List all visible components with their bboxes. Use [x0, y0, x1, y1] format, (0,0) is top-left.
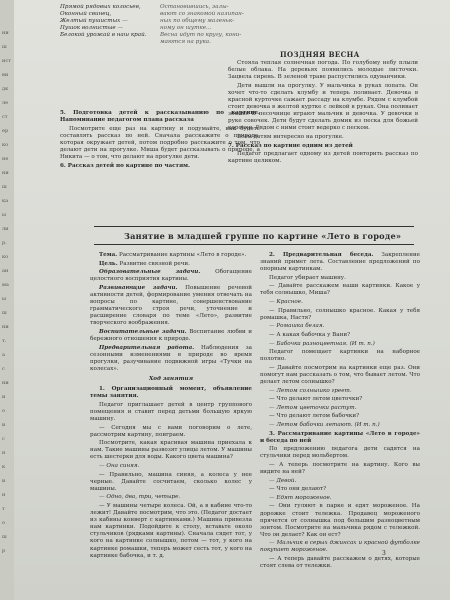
section-1-heading: 1. Организационный момент, объявление темы занятия. — [90, 386, 252, 400]
left-page-fragment: н — [2, 492, 6, 498]
poem-right — [160, 4, 270, 47]
left-page-fragment: ка — [2, 198, 9, 204]
left-page-fragment: о — [2, 408, 6, 414]
pred-text: Наблюдения за сезонными изменениями в природе во время прогулки, разучивание подвижной игры «Тучки на колесах». — [90, 344, 252, 372]
section-2-answer-6: — Летом бабочки летают. (И т. п.) — [269, 421, 380, 428]
section-2-answer-2: — Ромашка белая. — [269, 323, 325, 330]
left-page-fragment: р — [2, 548, 6, 554]
left-page-fragment: т. — [2, 338, 7, 344]
section-3-p5: — А теперь давайте расскажем о детях, которые стоят слева от тележки. — [260, 556, 420, 570]
section-1-answer-1: — Она синяя. — [99, 463, 140, 470]
tema-label: Тема. — [99, 252, 118, 258]
section-2-p3: — Давайте расскажем наши картинки. Какое у тебя солнышко, Миша? — [260, 283, 420, 297]
poem-line: ному он шутке... — [160, 25, 212, 32]
vosp-text: Воспитание любви и бережного отношения к природе. — [90, 328, 252, 343]
section-7-heading: 7. Рассказ по картине одним из детей — [228, 142, 353, 149]
left-page-fragment: ы — [2, 212, 6, 218]
left-page-fragment: дк — [2, 86, 9, 92]
section-3-p1: По предложению педагога дети садятся на стульчики перед мольбертом. — [260, 446, 420, 460]
poem-line: Пушок волнистые — — [60, 25, 124, 32]
left-page-fragment: ш — [2, 184, 7, 190]
poem-line: Желтый пушистых — — [60, 18, 128, 25]
story-p3: Всем детям интересно на прогулке. — [237, 133, 344, 140]
left-page-fragment: ма — [2, 282, 9, 288]
poem-line: Остановившись, залы- — [160, 4, 229, 10]
section-2-answer-3: — Бабочка разноцветная. (И т. п.) — [269, 340, 375, 347]
left-page-fragment: ист — [2, 58, 11, 64]
section-3-p2: — А теперь посмотрите на картину. Кого вы видите на ней? — [260, 461, 420, 476]
section-1-p4: — Правильно, машина синяя, а колеса у нее черные. Давайте сосчитаем, сколько колес у машины. — [90, 471, 252, 492]
left-page-fragment: ни — [2, 324, 9, 330]
section-2-p9: — Что делают летом бабочки? — [269, 413, 360, 420]
section-1-answer-2: — Одно, два, три, четыре. — [99, 494, 181, 501]
left-page-fragment: о — [2, 520, 6, 526]
left-page-fragment: ко — [2, 142, 9, 148]
left-column — [90, 252, 252, 561]
left-page-fragment: ш — [2, 44, 7, 50]
page-number: 3 — [382, 550, 386, 557]
lesson-progress-heading: Ход занятия — [148, 376, 194, 382]
section-2-p2: Педагог убирает машину. — [269, 274, 346, 281]
section-2-answer-1: — Красное. — [269, 299, 303, 306]
section-3-answer-3: — Мальчик в серых джинсах и красной футболке покупает мороженое. — [260, 540, 420, 554]
poem-line: вают со знакомой налипан- — [160, 11, 244, 18]
section-1-p2: — Сегодня мы с вами поговорим о лете, рассмотрим картину, поиграем. — [90, 424, 252, 438]
left-page-fragment: ле — [2, 100, 9, 106]
section-3-answer-2: — Едят мороженое. — [269, 494, 332, 501]
left-page-fragment: ер — [2, 128, 9, 134]
left-page-fragment: ко — [2, 254, 9, 260]
left-page-fragment: к — [2, 464, 6, 470]
section-2-answer-5: — Летом цветочки растут. — [269, 404, 357, 411]
section-5-heading: 5. Подготовка детей к рассказыванию по картине. Напоминание педагогом плана рассказа — [60, 110, 260, 124]
left-page-fragment: и — [2, 394, 6, 400]
left-page-fragment: ви — [2, 72, 9, 78]
left-page-fragment: и — [2, 478, 6, 484]
left-page-fragment: ни — [2, 170, 9, 176]
section-2-p6: Педагог помещает картинки на наборное полотно. — [260, 349, 420, 363]
story-p1: Стояла теплая солнечная погода. По голубому небу плыли белые облака. На деревьях появились молодые листочки. Зацвела сирень. В зеленой траве распустились одуванчики. — [228, 60, 418, 81]
pred-label: Предварительная работа. — [99, 344, 195, 351]
left-page-fragment: ли — [2, 226, 9, 232]
cel-label: Цель. — [99, 260, 118, 267]
story-p2: Дети вышли на прогулку. У мальчика в руках лопата. Он хочет что-то сделать клумбу и теперь поливает. Девочка в красной курточке сажает рассаду на клумбе. Рядом с клумбой стоит девочка в желтой куртке с лейкой в руках. Она поливает землю. В песочнице играют мальчик и девочка. У девочки в руке совочек. Дети будут сделать домик из песка для божьей коровки. Рядом с ними стоит ведерко с песком. — [228, 82, 418, 132]
left-page-fragment: а — [2, 352, 5, 358]
left-page-fragment: т — [2, 506, 5, 512]
cel-text: Развитие связной речи. — [119, 260, 190, 267]
poem-line: Прямой рядовых колосьев, — [60, 4, 141, 10]
razv-text: Повышение речевой активности детей, формирование умения отвечать на вопросы по картине, совершенствование грамматического строя речи, уточнение и расширение словаря по теме «Лето», развитие творческого воображения. — [90, 284, 252, 327]
left-page-fragment: и — [2, 422, 6, 428]
left-page-fragment: ы — [2, 296, 6, 302]
section-1-p3: Посмотрите, какая красивая машина приехала к нам. Такие машины развозят улицы летом. У машины есть шестерки для воды. Какого цвета машина? — [90, 440, 252, 461]
poem-left — [60, 4, 160, 39]
left-page-fragment: р. — [2, 240, 7, 246]
poem-line: Весна идут по кругу, кони- — [160, 32, 242, 39]
left-page-fragment: с — [2, 436, 5, 442]
left-page-fragment: н — [2, 450, 6, 456]
left-page-fragment: ан — [2, 268, 9, 274]
section-5-text: Посмотрите еще раз на картину и подумайте, как будете составлять рассказ по ней. Сначала расскажите о природе, которая окружает детей, потом подробно расскажите о том, что делают дети на прогулке. Миша будет рассказывать о природе, а Никита — о том, что делают на прогулке дети. — [60, 125, 260, 161]
section-2-p7: — Давайте посмотрим на картинки еще раз. Они помогут нам рассказать о том, что бывает летом. Что делает летом солнышко? — [260, 364, 420, 385]
story-title: ПОЗДНЯЯ ВЕСНА — [280, 50, 360, 59]
left-page-fragment: ш — [2, 310, 7, 316]
title-rule-top — [94, 226, 414, 227]
section-3-heading: 3. Рассматривание картины «Лето в городе» и беседа по ней — [260, 430, 420, 444]
section-3-p4: — Они гуляют в парке и едят мороженое. На дорожке стоит тележка. Продавец мороженого прячется от солнышка под большим разноцветным зонтом. Посмотрите на мальчика рядом с тележкой. Что он делает? Как он ест? — [260, 503, 420, 538]
section-3-answer-1: — Девой. — [269, 477, 297, 484]
left-page-fragment: ни — [2, 30, 9, 36]
book-page — [14, 0, 450, 600]
section-2-answer-4: — Летом солнышко греет. — [269, 387, 352, 394]
poem-line: ных по общему маленьк- — [160, 18, 235, 25]
obr-label: Образовательные задачи. — [99, 269, 201, 276]
section-2-p5: — А какая бабочка у Вани? — [269, 331, 351, 338]
left-page-fragment: не — [2, 156, 9, 162]
section-1-p1: Педагог приглашает детей в центр группового помещения и ставит перед детьми большую яркую машину. — [90, 401, 252, 422]
section-7-text: Педагог предлагает одному из детей повторить рассказ по картине целиком. — [228, 151, 418, 165]
vosp-label: Воспитательные задачи. — [99, 328, 187, 335]
poem-line: маются на рука. — [160, 39, 211, 46]
section-3-p3: — Что они делают? — [269, 486, 327, 493]
section-2-p1: Закрепление знаний примет лета. Составление предложений по опорным картинкам. — [260, 252, 420, 273]
left-page-fragment: ст — [2, 114, 8, 120]
left-page-fragment: ни — [2, 380, 9, 386]
lesson-title: Занятие в младшей группе по картине «Лето в городе» — [124, 231, 402, 241]
poem-line: Белокой урожай в наш край. — [60, 32, 147, 39]
obr-text: Обогащение целостного восприятия картины. — [90, 269, 252, 283]
section-1-p5: — У машины четыре колеса. Ой, а в кабине что-то лежит! Давайте посмотрим, что это. (Педагог достает из кабины конверт с картинками.) Машина привезла нам картинки. Подойдите к столу, вставьте около стульчиков (рядками картины). Сначала сядет тот, у кого на картинке солнышко, потом — тот, у кого на картинке ромашки, теперь может сесть тот, у кого на картинке бабочка, и т. д. — [90, 503, 252, 559]
section-6-heading: 6. Рассказ детей по картине по частям. — [60, 162, 190, 169]
poem-line: Оконный свинец, — [60, 11, 112, 18]
section-2-p8: — Что делают летом цветочки? — [269, 396, 363, 403]
tema-text: Рассматривание картины «Лето в городе». — [118, 252, 247, 258]
section-2-heading: 2. Предварительная беседа. — [269, 252, 374, 258]
right-column — [260, 252, 420, 572]
section-2-p4: — Правильно, солнышко красное. Какая у тебя ромашка, Настя? — [260, 307, 420, 321]
razv-label: Развивающие задачи. — [99, 284, 178, 291]
title-rule-bottom — [94, 244, 414, 245]
top-right-column — [228, 60, 418, 167]
left-page-fragment: с — [2, 366, 5, 372]
left-page-fragment: ш — [2, 534, 7, 540]
